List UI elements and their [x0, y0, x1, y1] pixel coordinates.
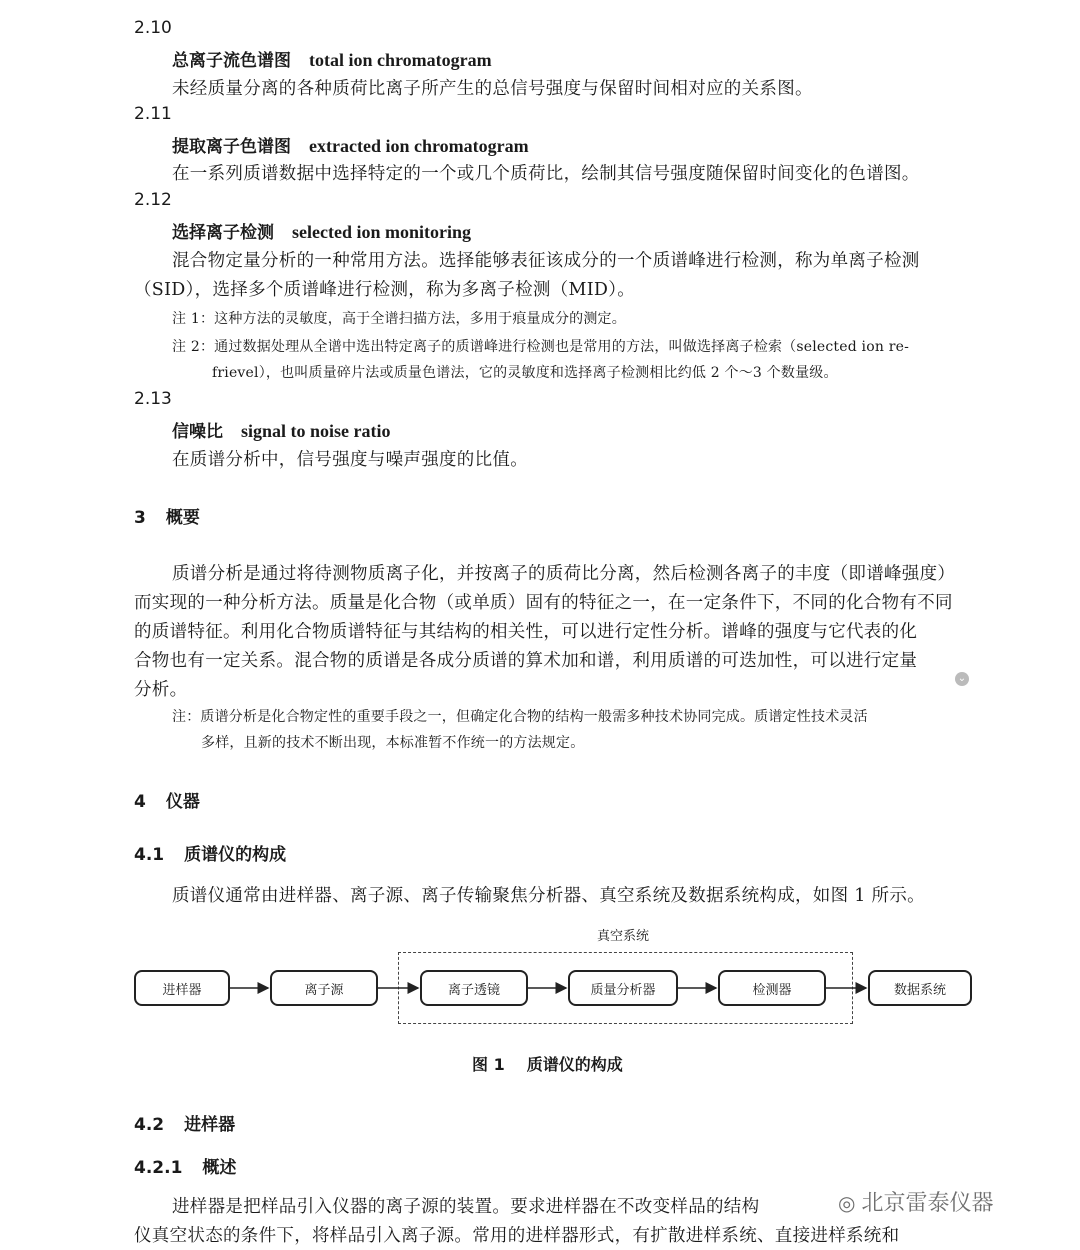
paragraph-4-2-1-line1: 进样器是把样品引入仪器的离子源的装置。要求进样器在不改变样品的结构	[172, 1197, 760, 1217]
paragraph-4-2-1-line2: 仪真空状态的条件下，将样品引入离子源。常用的进样器形式，有扩散进样系统、直接进样系统和	[134, 1226, 900, 1246]
vacuum-system-label: 真空系统	[597, 929, 650, 944]
term-zh: 总离子流色谱图	[172, 51, 291, 71]
paragraph-3-line5: 分析。	[134, 680, 188, 700]
paragraph-4-1: 质谱仪通常由进样器、离子源、离子传输聚焦分析器、真空系统及数据系统构成，如图 1 所示。	[172, 886, 925, 906]
paragraph-3-line4: 合物也有一定关系。混合物的质谱是各成分质谱的算术加和谱，利用质谱的可迭加性，可以进行定量	[134, 651, 918, 671]
definition-2-11: 在一系列质谱数据中选择特定的一个或几个质荷比，绘制其信号强度随保留时间变化的色谱图。	[172, 164, 920, 184]
figure-caption	[472, 1052, 623, 1075]
paragraph-3-line3: 的质谱特征。利用化合物质谱特征与其结构的相关性，可以进行定性分析。谱峰的强度与它代表的化	[134, 622, 918, 642]
heading-number: 4.1	[134, 845, 165, 865]
heading-number: 4.2.1	[134, 1158, 183, 1178]
term-en: total ion chromatogram	[309, 50, 492, 70]
heading-title: 质谱仪的构成	[184, 845, 287, 865]
heading-number: 3	[134, 508, 146, 528]
wechat-icon: ◎	[838, 1191, 856, 1215]
paragraph-3-line1: 质谱分析是通过将待测物质离子化，并按离子的质荷比分离，然后检测各离子的丰度（即谱峰强度）	[172, 564, 956, 584]
note-3-line2: 多样，且新的技术不断出现，本标准暂不作统一的方法规定。	[201, 735, 585, 751]
watermark-text: 北京雷泰仪器	[861, 1191, 994, 1216]
section-heading-4-2	[134, 1110, 235, 1135]
section-number-2-11: 2.11	[134, 104, 172, 124]
figure-title: 质谱仪的构成	[526, 1055, 623, 1074]
watermark	[838, 1186, 993, 1217]
heading-title: 进样器	[184, 1115, 236, 1135]
definition-2-12-line2: （SID），选择多个质谱峰进行检测，称为多离子检测（MID）。	[134, 280, 636, 300]
heading-number: 4	[134, 792, 146, 812]
paragraph-3-line2: 而实现的一种分析方法。质量是化合物（或单质）固有的特征之一，在一定条件下，不同的化合物有不同	[134, 593, 953, 613]
figure-number: 图 1	[472, 1055, 505, 1074]
section-number-2-10: 2.10	[134, 18, 172, 38]
term-zh: 信噪比	[172, 422, 223, 442]
term-zh: 提取离子色谱图	[172, 137, 291, 157]
definition-2-12-line1: 混合物定量分析的一种常用方法。选择能够表征该成分的一个质谱峰进行检测，称为单离子检测	[172, 251, 920, 271]
definition-2-13: 在质谱分析中，信号强度与噪声强度的比值。	[172, 450, 528, 470]
term-en: selected ion monitoring	[292, 222, 471, 242]
box-data-system: 数据系统	[868, 970, 972, 1006]
section-number-2-13: 2.13	[134, 389, 172, 409]
note-2-12-1: 注 1：这种方法的灵敏度，高于全谱扫描方法，多用于痕量成分的测定。	[172, 311, 626, 327]
section-heading-4-2-1	[134, 1153, 236, 1178]
box-ion-source: 离子源	[270, 970, 378, 1006]
box-detector: 检测器	[718, 970, 826, 1006]
term-zh: 选择离子检测	[172, 223, 274, 243]
box-ion-lens: 离子透镜	[420, 970, 528, 1006]
heading-title: 仪器	[165, 792, 200, 812]
chevron-down-icon[interactable]: ⌄	[955, 672, 969, 686]
note-3-line1: 注：质谱分析是化合物定性的重要手段之一，但确定化合物的结构一般需多种技术协同完成。质谱定性技术灵活	[172, 709, 868, 725]
note-2-12-2-line1: 注 2：通过数据处理从全谱中选出特定离子的质谱峰进行检测也是常用的方法，叫做选择离子检索（selected ion re-	[172, 339, 910, 355]
term-en: extracted ion chromatogram	[309, 136, 529, 156]
section-number-2-12: 2.12	[134, 190, 172, 210]
heading-title: 概要	[165, 508, 200, 528]
heading-number: 4.2	[134, 1115, 165, 1135]
term-en: signal to noise ratio	[241, 421, 391, 441]
heading-title: 概述	[202, 1158, 237, 1178]
definition-2-10: 未经质量分离的各种质荷比离子所产生的总信号强度与保留时间相对应的关系图。	[172, 79, 813, 99]
box-sampler: 进样器	[134, 970, 230, 1006]
box-mass-analyzer: 质量分析器	[568, 970, 678, 1006]
note-2-12-2-line2: frievel），也叫质量碎片法或质量色谱法，它的灵敏度和选择离子检测相比约低 2 个～3 个数量级。	[212, 365, 838, 381]
